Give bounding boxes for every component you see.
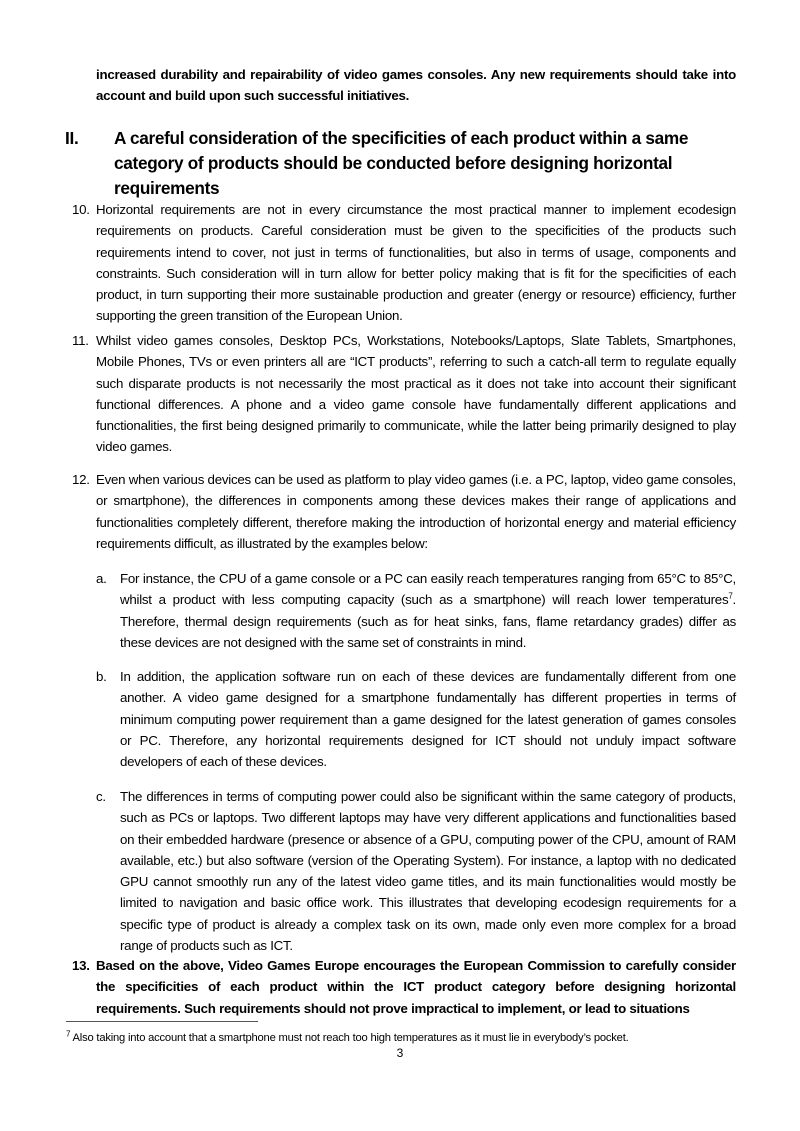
paragraph-text: Horizontal requirements are not in every circumstance the most practical manner to implement ecodesign requirements on products. Careful consideration must be given to the specificities of the products such requirements intend to cover, not just in terms of functionalities, but also in terms of usage, components and constraints. Such consideration will in turn allow for better policy making that is fit for the specificities of each product, in turn supporting their more sustainable production and greater (energy or resource) efficiency, further supporting the green transition of the European Union. xyxy=(96,202,736,324)
paragraph-number: 12. xyxy=(72,472,90,487)
page-number: 3 xyxy=(396,1046,404,1060)
subitem-text-part: . Therefore, thermal design requirements (such as for heat sinks, fans, flame retardancy grades) differ as these devices are not designed with the same set of constraints in mind. xyxy=(120,592,736,650)
footnote-text: Also taking into account that a smartphone must not reach too high temperatures as it must lie in everybody’s pocket. xyxy=(70,1032,629,1044)
subitem-letter: b. xyxy=(96,669,107,684)
footnote-reference[interactable]: 7 xyxy=(728,591,733,601)
subitem-text: In addition, the application software run on each of these devices are fundamentally different from one another. A video game designed for a smartphone fundamentally has different properties in terms of minimum computing power requirement than a game designed for the latest generation of games consoles or PC. Therefore, any horizontal requirements designed for ICT should not unduly impact software developers of each of these devices. xyxy=(120,669,736,770)
paragraph-11 xyxy=(72,330,736,458)
footnote-separator xyxy=(66,1021,258,1022)
paragraph-text: Even when various devices can be used as platform to play video games (i.e. a PC, laptop, video game consoles, or smartphone), the differences in components among these devices makes their range of applications and functionalities completely different, therefore making the introduction of horizontal energy and material efficiency requirements difficult, as illustrated by the examples below: xyxy=(96,472,736,551)
paragraph-12 xyxy=(72,469,736,554)
section-number: II. xyxy=(65,128,79,148)
subitem-b xyxy=(96,666,736,772)
footnote-number: 7 xyxy=(66,1029,71,1039)
paragraph-text: Whilst video games consoles, Desktop PCs, Workstations, Notebooks/Laptops, Slate Tablets, Smartphones, Mobile Phones, TVs or even printers all are “ICT products”, referring to such a catch-all term to regulate equally such disparate products is not necessarily the most practical as it does not take into account their significant functional differences. A phone and a video game console have fundamentally different applications and functionalities, the first being designed primarily to communicate, while the latter being primarily designed to play video games. xyxy=(96,333,736,455)
subitem-a xyxy=(96,568,736,653)
paragraph-text: Based on the above, Video Games Europe encourages the European Commission to carefully consider the specificities of each product within the ICT product category before designing horizontal requirements. Such requirements should not prove impractical to implement, or lead to situations xyxy=(96,958,736,1016)
intro-paragraph: increased durability and repairability of video games consoles. Any new requirements should take into account and build upon such successful initiatives. xyxy=(96,67,736,104)
section-title: A careful consideration of the specificities of each product within a same category of products should be conducted before designing horizontal requirements xyxy=(114,128,689,198)
paragraph-number: 10. xyxy=(72,202,90,217)
paragraph-13 xyxy=(72,955,736,1019)
subitem-letter: a. xyxy=(96,571,107,586)
paragraph-number: 13. xyxy=(72,958,90,973)
paragraph-number: 11. xyxy=(72,333,89,348)
footnote xyxy=(66,1030,746,1046)
subitem-text xyxy=(120,568,736,653)
paragraph-10 xyxy=(72,199,736,327)
subitem-letter: c. xyxy=(96,789,106,804)
section-heading xyxy=(65,126,745,201)
subitem-c xyxy=(96,786,736,956)
subitem-text: The differences in terms of computing power could also be significant within the same category of products, such as PCs or laptops. Two different laptops may have very different applications and functionalities based on their embedded hardware (presence or absence of a GPU, computing power of the CPU, amount of RAM available, etc.) but also software (version of the Operating System). For instance, a laptop with no dedicated GPU cannot smoothly run any of the latest video game titles, and its main functionalities would mostly be limited to navigation and basic office work. This illustrates that developing ecodesign requirements for a specific type of product is already a complex task on its own, made only even more complex for a broad range of products such as ICT. xyxy=(120,789,736,954)
subitem-text-part: For instance, the CPU of a game console or a PC can easily reach temperatures ranging from 65°C to 85°C, whilst a product with less computing capacity (such as a smartphone) will reach lower temperatures xyxy=(120,571,736,608)
